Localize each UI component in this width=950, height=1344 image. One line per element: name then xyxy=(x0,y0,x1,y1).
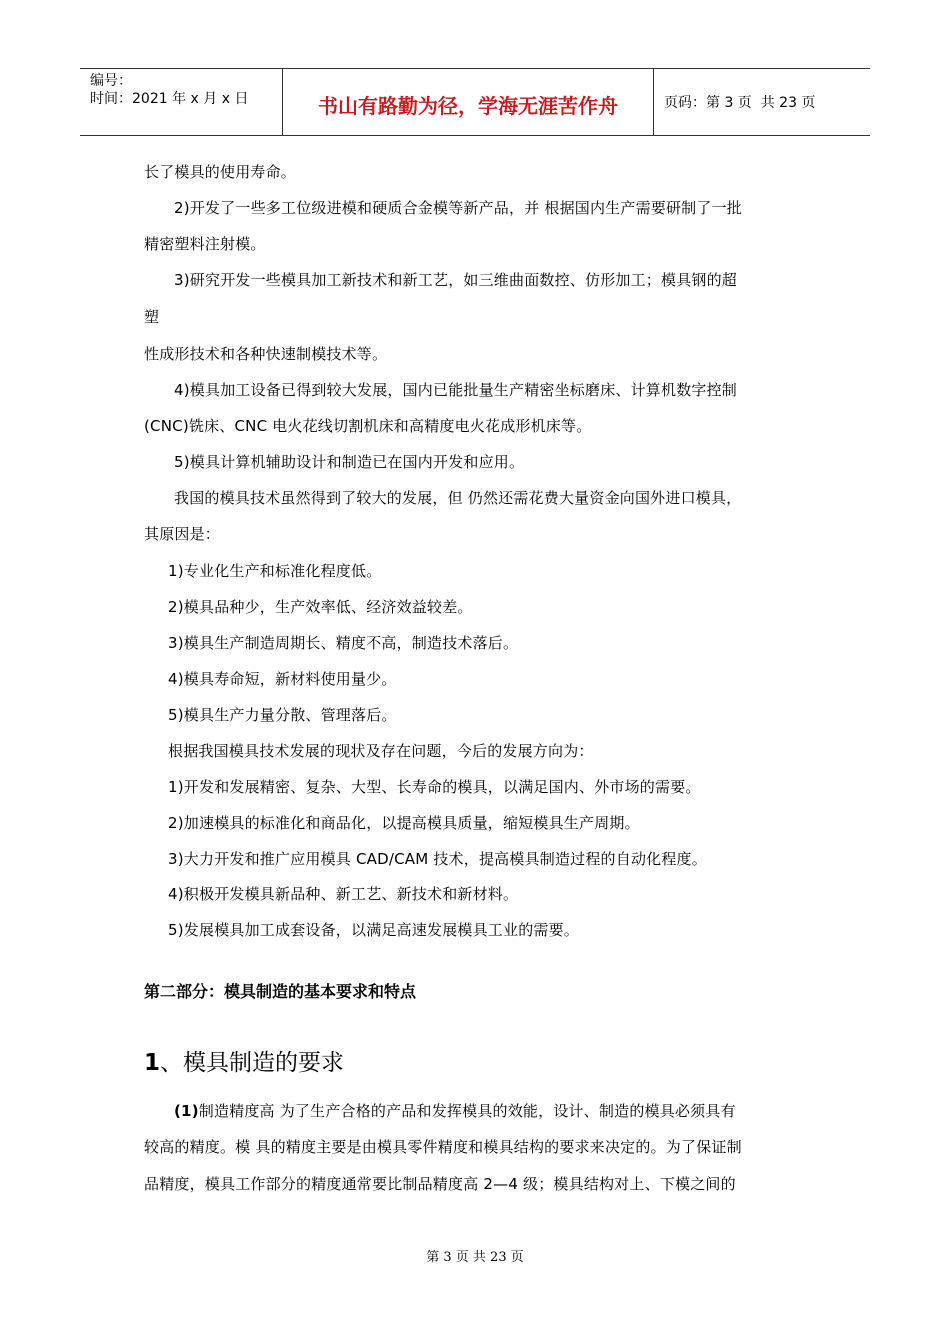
page-info-text: 页码：第 3 页 共 23 页 xyxy=(664,95,816,111)
body-line: 品精度，模具工作部分的精度通常要比制品精度高 2—4 级；模具结构对上、下模之间的 xyxy=(144,1175,736,1193)
body-line: 根据我国模具技术发展的现状及存在问题，今后的发展方向为： xyxy=(168,742,594,760)
body-line: 5)模具计算机辅助设计和制造已在国内开发和应用。 xyxy=(174,453,525,471)
list-item: 3)大力开发和推广应用模具 CAD/CAM 技术，提高模具制造过程的自动化程度。 xyxy=(168,850,707,868)
item-text: 制造精度高 为了生产合格的产品和发挥模具的效能，设计、制造的模具必须具有 xyxy=(198,1102,736,1120)
body-line: 长了模具的使用寿命。 xyxy=(144,163,297,181)
list-item: 1)专业化生产和标准化程度低。 xyxy=(168,562,382,580)
section-title: 第二部分：模具制造的基本要求和特点 xyxy=(144,982,417,1001)
list-item: 2)加速模具的标准化和商品化，以提高模具质量，缩短模具生产周期。 xyxy=(168,814,640,832)
body-line: (CNC)铣床、CNC 电火花线切割机床和高精度电火花成形机床等。 xyxy=(144,417,592,435)
body-line: 塑 xyxy=(144,308,160,326)
body-line: 精密塑料注射模。 xyxy=(144,235,266,253)
list-item: 3)模具生产制造周期长、精度不高，制造技术落后。 xyxy=(168,634,519,652)
page-footer: 第 3 页 共 23 页 xyxy=(426,1250,524,1265)
list-item: 4)积极开发模具新品种、新工艺、新技术和新材料。 xyxy=(168,885,519,903)
item-number: (1) xyxy=(174,1102,199,1120)
body-line: 性成形技术和各种快速制模技术等。 xyxy=(144,345,388,363)
list-item: 5)模具生产力量分散、管理落后。 xyxy=(168,706,397,724)
body-line: 2)开发了一些多工位级进模和硬质合金模等新产品，并 根据国内生产需要研制了一批 xyxy=(174,199,742,217)
body-line: 3)研究开发一些模具加工新技术和新工艺，如三维曲面数控、仿形加工；模具钢的超 xyxy=(174,271,737,289)
header-meta xyxy=(80,69,282,135)
list-item: 5)发展模具加工成套设备，以满足高速发展模具工业的需要。 xyxy=(168,921,579,939)
heading-1 xyxy=(144,1044,344,1077)
header-page-info xyxy=(654,69,870,135)
list-item: 4)模具寿命短，新材料使用量少。 xyxy=(168,670,397,688)
heading-number: 1 xyxy=(144,1050,161,1076)
body-line: 较高的精度。模 具的精度主要是由模具零件精度和模具结构的要求来决定的。为了保证制 xyxy=(144,1138,742,1156)
body-line: 4)模具加工设备已得到较大发展，国内已能批量生产精密坐标磨床、计算机数字控制 xyxy=(174,381,737,399)
body-line xyxy=(174,1101,736,1121)
document-number-label: 编号： xyxy=(90,73,132,89)
page-header xyxy=(80,68,870,136)
list-item: 2)模具品种少，生产效率低、经济效益较差。 xyxy=(168,598,473,616)
header-motto: 书山有路勤为径，学海无涯苦作舟 xyxy=(282,69,654,135)
document-date: 时间：2021 年 x 月 x 日 xyxy=(90,91,249,107)
heading-text: 、模具制造的要求 xyxy=(160,1050,345,1076)
list-item: 1)开发和发展精密、复杂、大型、长寿命的模具，以满足国内、外市场的需要。 xyxy=(168,778,701,796)
body-line: 我国的模具技术虽然得到了较大的发展，但 仍然还需花费大量资金向国外进口模具， xyxy=(174,489,742,507)
body-line: 其原因是： xyxy=(144,525,221,543)
